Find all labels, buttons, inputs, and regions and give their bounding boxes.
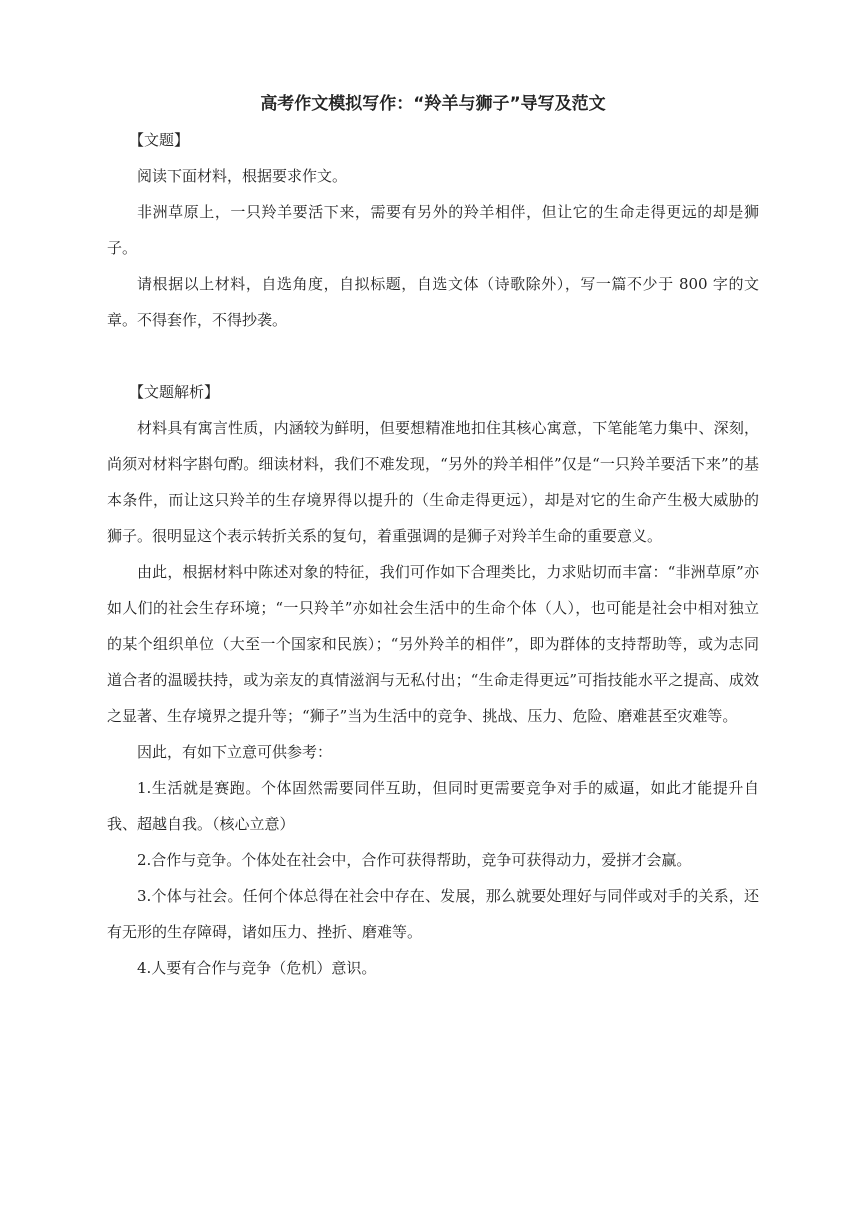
idea-item-2: 2.合作与竞争。个体处在社会中，合作可获得帮助，竞争可获得动力，爱拼才会赢。 (137, 851, 692, 869)
idea-item-4: 4.人要有合作与竞争（危机）意识。 (137, 959, 377, 977)
idea-item-1: 1.生活就是赛跑。个体固然需要同伴互助，但同时更需要竞争对手的威逼，如此才能提升自我、超越自我。（核心立意） (107, 779, 759, 833)
analysis-paragraph: 材料具有寓言性质，内涵较为鲜明，但要想精准地扣住其核心寓意，下笔能笔力集中、深刻，尚须对材料字斟句酌。细读材料，我们不难发现，“另外的羚羊相伴”仅是“一只羚羊要活下来”的基本条件，而让这只羚羊的生存境界得以提升的（生命走得更远），却是对它的生命产生极大威胁的狮子。很明显这个表示转折关系的复句，着重强调的是狮子对羚羊生命的重要意义。 (107, 419, 759, 545)
topic-paragraph: 阅读下面材料，根据要求作文。 (137, 167, 348, 185)
topic-paragraph: 请根据以上材料，自选角度，自拟标题，自选文体（诗歌除外），写一篇不少于 800 字的文章。不得套作，不得抄袭。 (107, 275, 759, 329)
analysis-paragraph: 因此，有如下立意可供参考： (137, 743, 333, 761)
analysis-paragraph: 由此，根据材料中陈述对象的特征，我们可作如下合理类比，力求贴切而丰富：“非洲草原”亦如人们的社会生存环境；“一只羚羊”亦如社会生活中的生命个体（人），也可能是社会中相对独立的某个组织单位（大至一个国家和民族）；“另外羚羊的相伴”，即为群体的支持帮助等，或为志同道合者的温暖扶持，或为亲友的真情滋润与无私付出；“生命走得更远”可指技能水平之提高、成效之显著、生存境界之提升等；“狮子”当为生活中的竞争、挑战、压力、危险、磨难甚至灾难等。 (107, 563, 759, 725)
document-body (107, 92, 759, 986)
topic-paragraph: 非洲草原上，一只羚羊要活下来，需要有另外的羚羊相伴，但让它的生命走得更远的却是狮子。 (107, 203, 759, 257)
section-spacer (107, 338, 759, 374)
document-title: 高考作文模拟写作：“羚羊与狮子”导写及范文 (260, 94, 606, 114)
section-heading-analysis: 【文题解析】 (129, 383, 220, 401)
section-heading-topic: 【文题】 (129, 131, 190, 149)
idea-item-3: 3.个体与社会。任何个体总得在社会中存在、发展，那么就要处理好与同伴或对手的关系，还有无形的生存障碍，诸如压力、挫折、磨难等。 (107, 887, 759, 941)
